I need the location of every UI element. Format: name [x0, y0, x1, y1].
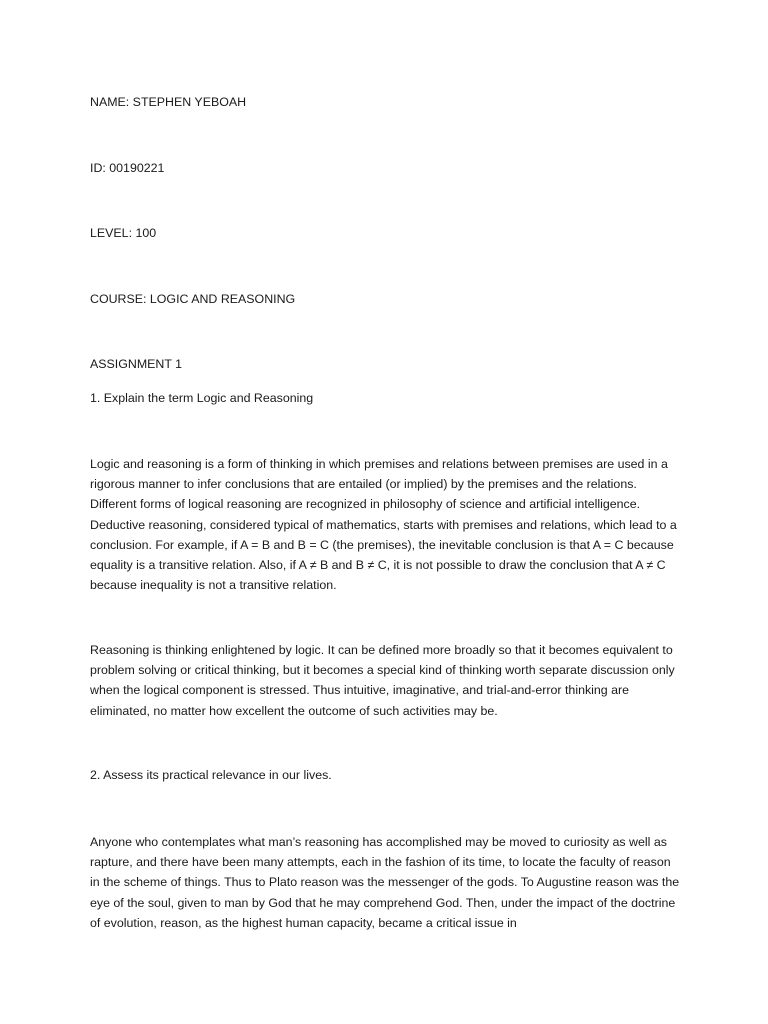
question-1: 1. Explain the term Logic and Reasoning [90, 391, 314, 405]
course-title: COURSE: LOGIC AND REASONING [90, 292, 296, 306]
student-level: LEVEL: 100 [90, 226, 157, 240]
student-id: ID: 00190221 [90, 161, 165, 175]
question-2: 2. Assess its practical relevance in our lives. [90, 768, 332, 782]
paragraph-practical-relevance: Anyone who contemplates what man’s reasoning has accomplished may be moved to curiosity as well as rapture, and there have been many attempts, each in the fashion of its time, to locate the faculty of reason in the scheme of things. Thus to Plato reason was the messenger of the gods. To Augustine reason was the eye of the soul, given to man by God that he may comprehend God. Then, under the impact of the doctrine of evolution, reason, as the highest human capacity, became a critical issue in [90, 835, 680, 930]
paragraph-reasoning-definition: Reasoning is thinking enlightened by logic. It can be defined more broadly so that it becomes equivalent to problem solving or critical thinking, but it becomes a special kind of thinking worth separate discussion only when the logical component is stressed. Thus intuitive, imaginative, and trial-and-error thinking are eliminated, no matter how excellent the outcome of such activities may be. [90, 643, 675, 718]
paragraph-logic-definition: Logic and reasoning is a form of thinking in which premises and relations between premises are used in a rigorous manner to infer conclusions that are entailed (or implied) by the premises and the relations. Different forms of logical reasoning are recognized in philosophy of science and artificial intelligence. Deductive reasoning, considered typical of mathematics, starts with premises and relations, which lead to a conclusion. For example, if A = B and B = C (the premises), the inevitable conclusion is that A = C because equality is a transitive relation. Also, if A ≠ B and B ≠ C, it is not possible to draw the conclusion that A ≠ C because inequality is not a transitive relation. [90, 457, 677, 593]
assignment-title: ASSIGNMENT 1 [90, 357, 183, 371]
student-name: NAME: STEPHEN YEBOAH [90, 95, 247, 109]
